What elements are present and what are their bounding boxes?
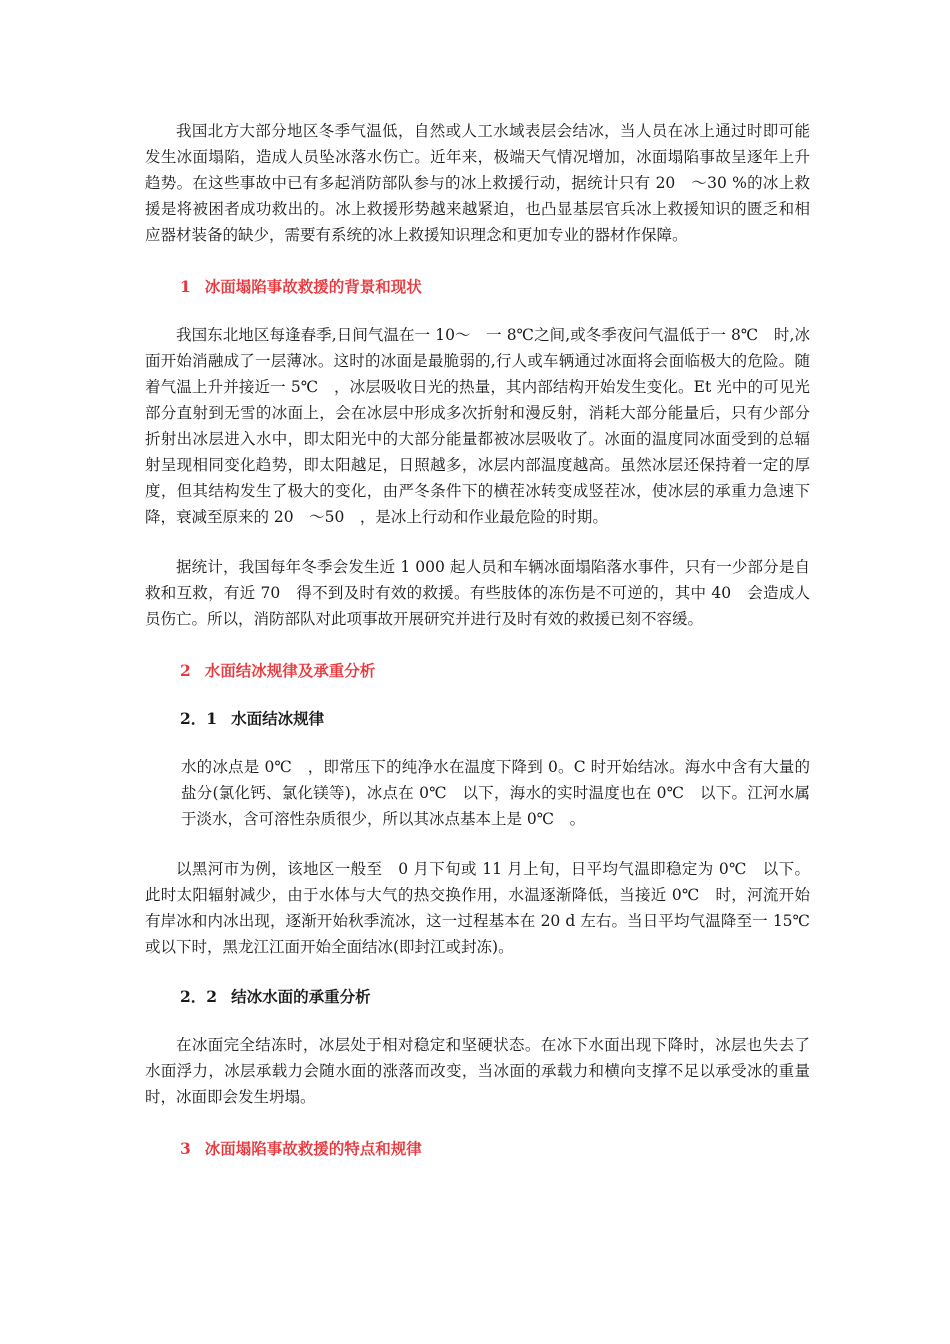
section-number: 2 bbox=[180, 661, 191, 680]
subsection-2-2-paragraph-1: 在冰面完全结冻时，冰层处于相对稳定和坚硬状态。在冰下水面出现下降时，冰层也失去了水面浮力，冰层承载力会随水面的涨落而改变，当冰面的承载力和横向支撑不足以承受冰的重量时，冰面即会发生坍塌。 bbox=[145, 1036, 810, 1106]
subsection-2-1-heading bbox=[180, 706, 324, 732]
section-title: 冰面塌陷事故救援的背景和现状 bbox=[204, 277, 422, 296]
section-1-heading bbox=[180, 274, 422, 300]
section-title: 水面结冰规律及承重分析 bbox=[204, 661, 376, 680]
section-2-heading bbox=[180, 658, 375, 684]
subsection-number: 2．2 bbox=[180, 987, 218, 1006]
section-3-heading bbox=[180, 1136, 422, 1162]
section-number: 1 bbox=[180, 277, 191, 296]
subsection-title: 结冰水面的承重分析 bbox=[231, 987, 371, 1006]
subsection-2-1-paragraph-2: 以黑河市为例，该地区一般至 0 月下旬或 11 月上旬，日平均气温即稳定为 0℃ 以下。此时太阳辐射减少，由于水体与大气的热交换作用，水温逐渐降低，当接近 0℃ 时，河流开始有岸冰和内冰出现，逐渐开始秋季流冰，这一过程基本在 20 d 左右。当日平均气温降至一 15℃或以下时，黑龙江江面开始全面结冰(即封江或封冻)。 bbox=[145, 860, 810, 956]
section-1-paragraph-1: 我国东北地区每逢春季,日间气温在一 10～ 一 8℃之间,或冬季夜问气温低于一 8℃ 时,冰面开始消融成了一层薄冰。这时的冰面是最脆弱的,行人或车辆通过冰面将会面临极大的危险。随着气温上升并接近一 5℃ ，冰层吸收日光的热量，其内部结构开始发生变化。Et 光中的可见光部分直射到无雪的冰面上，会在冰层中形成多次折射和漫反射，消耗大部分能量后，只有少部分折射出冰层进入水中，即太阳光中的大部分能量都被冰层吸收了。冰面的温度同冰面受到的总辐射呈现相同变化趋势，即太阳越足，日照越多，冰层内部温度越高。虽然冰层还保持着一定的厚度，但其结构发生了极大的变化，由严冬条件下的横茬冰转变成竖茬冰，使冰层的承重力急速下降，衰减至原来的 20 ～50 ，是冰上行动和作业最危险的时期。 bbox=[145, 326, 810, 526]
section-title: 冰面塌陷事故救援的特点和规律 bbox=[204, 1139, 422, 1158]
intro-paragraph: 我国北方大部分地区冬季气温低，自然或人工水域表层会结冰，当人员在冰上通过时即可能发生冰面塌陷，造成人员坠冰落水伤亡。近年来，极端天气情况增加，冰面塌陷事故呈逐年上升趋势。在这些事故中已有多起消防部队参与的冰上救援行动，据统计只有 20 ～30 %的冰上救援是将被困者成功救出的。冰上救援形势越来越紧迫，也凸显基层官兵冰上救援知识的匮乏和相应器材装备的缺少，需要有系统的冰上救援知识理念和更加专业的器材作保障。 bbox=[145, 122, 810, 244]
section-number: 3 bbox=[180, 1139, 191, 1158]
subsection-2-1-paragraph-1: 水的冰点是 0℃ ，即常压下的纯净水在温度下降到 0。C 时开始结冰。海水中含有大量的盐分(氯化钙、氯化镁等)，冰点在 0℃ 以下，海水的实时温度也在 0℃ 以下。江河水属于淡水，含可溶性杂质很少，所以其冰点基本上是 0℃ 。 bbox=[181, 758, 810, 828]
section-1-paragraph-2: 据统计，我国每年冬季会发生近 1 000 起人员和车辆冰面塌陷落水事件，只有一少部分是自救和互救，有近 70 得不到及时有效的救援。有些肢体的冻伤是不可逆的，其中 40 会造成人员伤亡。所以，消防部队对此项事故开展研究并进行及时有效的救援已刻不容缓。 bbox=[145, 558, 810, 628]
subsection-2-2-heading bbox=[180, 984, 371, 1010]
subsection-title: 水面结冰规律 bbox=[231, 709, 325, 728]
subsection-number: 2．1 bbox=[180, 709, 218, 728]
